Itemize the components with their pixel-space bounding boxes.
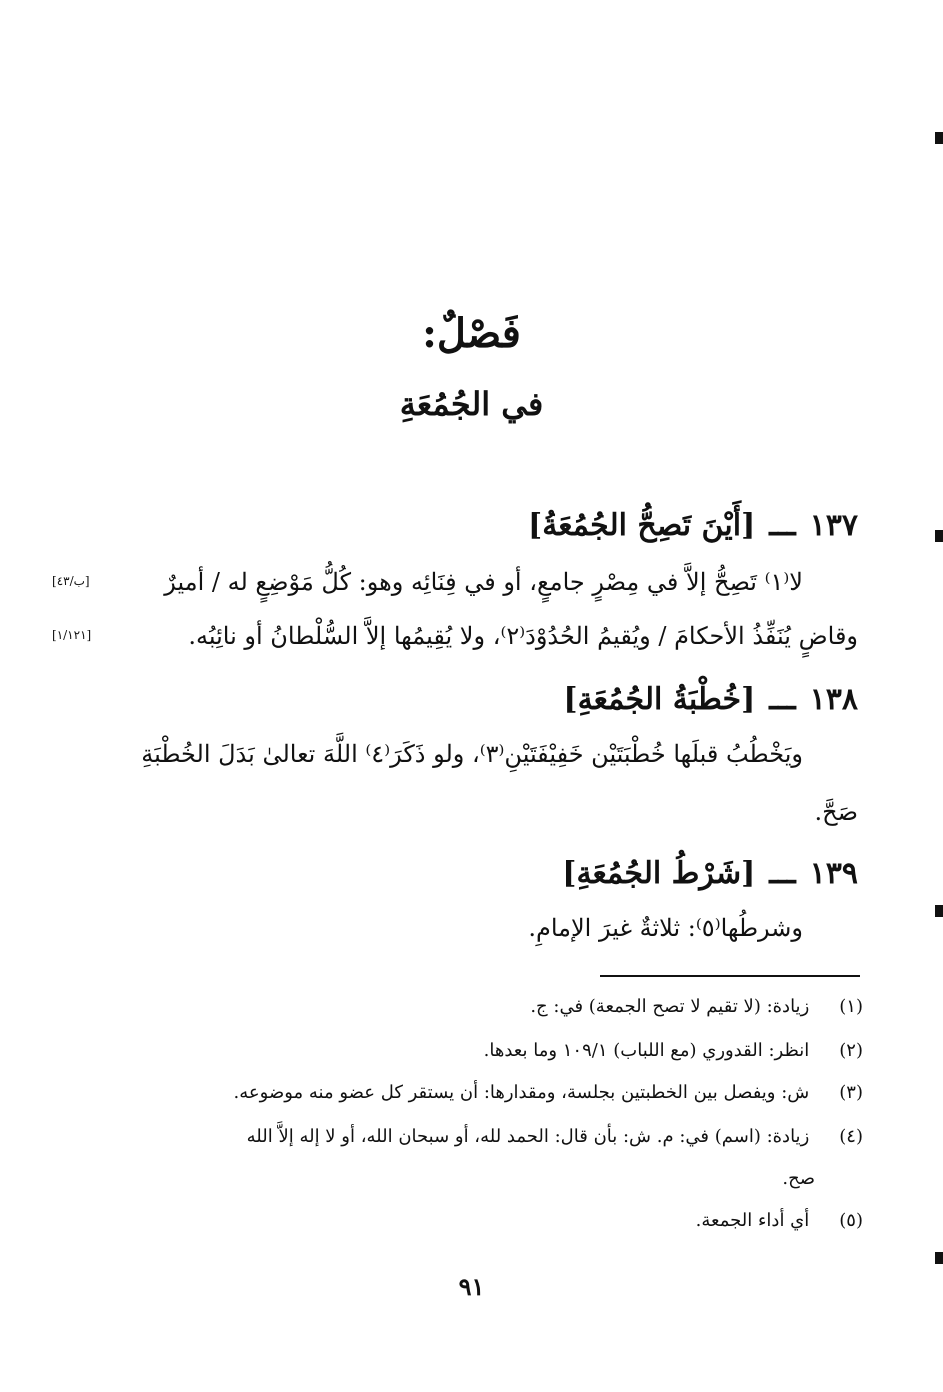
footnote-5 — [696, 1210, 863, 1231]
section-dash: ـــ — [769, 682, 796, 717]
footnote-number: (٤) — [839, 1126, 863, 1147]
footnote-text: زيادة: (اسم) في: م. ش: بأن قال: الحمد لله، أو سبحان الله، أو لا إله إلاَّ الله — [246, 1126, 810, 1147]
chapter-subtitle: في الجُمُعَةِ — [399, 385, 544, 423]
section-heading-139 — [562, 856, 858, 891]
margin-ref: [١/١٢١] — [52, 628, 92, 642]
scan-edge-mark — [935, 132, 943, 144]
footnote-text: أي أداء الجمعة. — [695, 1210, 810, 1231]
footnote-2 — [484, 1040, 863, 1061]
footnote-text: ش: ويفصل بين الخطبتين بجلسة، ومقدارها: أن يستقر كل عضو منه موضوعه. — [233, 1082, 810, 1103]
section-title: [خُطْبَةُ الجُمُعَةِ] — [563, 682, 756, 717]
footnote-separator — [600, 975, 860, 977]
footnote-4-continuation: صح. — [782, 1168, 815, 1189]
section-title: [أَيْنَ تَصِحُّ الجُمُعَةُ] — [528, 508, 756, 543]
footnote-text: انظر: القدوري (مع اللباب) ١٠٩/١ وما بعدها. — [483, 1040, 810, 1061]
footnote-number: (٢) — [839, 1040, 863, 1061]
footnote-number: (٥) — [839, 1210, 863, 1231]
section-139-line-1: وشرطُها⁽٥⁾: ثلاثةٌ غيرَ الإمامِ. — [528, 914, 803, 942]
section-number: ١٣٨ — [809, 682, 858, 717]
section-137-line-2: وقاضٍ يُنَفِّذُ الأحكامَ / ويُقيمُ الحُدُوْدَ⁽٢⁾، ولا يُقِيمُها إلاَّ السُّلْطانُ أو نائِبُه. — [188, 622, 858, 650]
section-dash: ـــ — [769, 856, 796, 891]
section-138-line-2: صَحَّ. — [814, 798, 858, 826]
section-heading-138 — [563, 682, 858, 717]
scan-edge-mark — [935, 905, 943, 917]
section-137-line-1: لا⁽١⁾ تَصِحُّ إلاَّ في مِصْرٍ جامعٍ، أو في فِنَائِه وهو: كُلُّ مَوْضِعٍ له / أميرٌ — [164, 568, 803, 596]
chapter-title: فَصْلٌ: — [422, 310, 521, 357]
section-number: ١٣٧ — [809, 508, 858, 543]
footnote-number: (٣) — [839, 1082, 863, 1103]
page-number: ٩١ — [458, 1272, 485, 1301]
scan-edge-mark — [935, 530, 943, 542]
footnote-number: (١) — [839, 996, 863, 1017]
section-number: ١٣٩ — [809, 856, 858, 891]
footnote-text: زيادة: (لا تقيم لا تصح الجمعة) في: ج. — [530, 996, 810, 1017]
footnote-1 — [530, 996, 863, 1017]
scan-edge-mark — [935, 1252, 943, 1264]
margin-ref: [ب/٤٣] — [52, 574, 90, 588]
section-title: [شَرْطُ الجُمُعَةِ] — [562, 856, 756, 891]
section-138-line-1: ويَخْطُبُ قبلَها خُطْبَتَيْن خَفِيْفَتَيْنِ⁽٣⁾، ولو ذَكَرَ⁽٤⁾ اللَّهَ تعالىٰ بَدَلَ الخُطْبَةِ — [141, 740, 803, 768]
footnote-4 — [247, 1126, 863, 1147]
section-dash: ـــ — [769, 508, 796, 543]
section-heading-137 — [528, 508, 858, 543]
footnote-3 — [234, 1082, 863, 1103]
